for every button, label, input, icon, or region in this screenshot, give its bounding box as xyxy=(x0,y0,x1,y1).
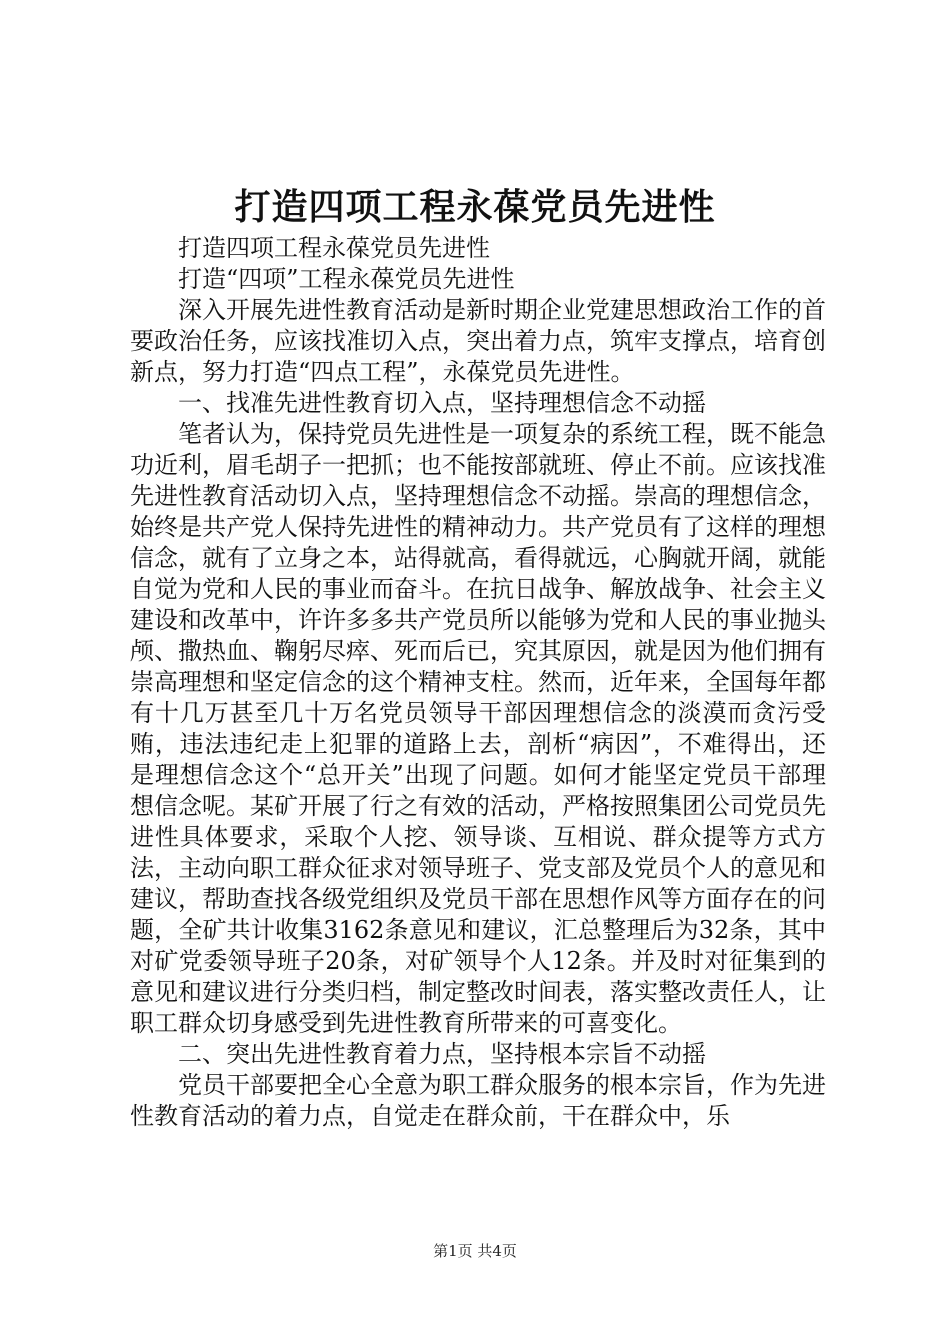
document-title: 打造四项工程永葆党员先进性 xyxy=(234,186,716,228)
section-heading-2: 二、突出先进性教育着力点，坚持根本宗旨不动摇 xyxy=(178,1040,706,1068)
paragraph-section-1: 笔者认为，保持党员先进性是一项复杂的系统工程，既不能急功近利，眉毛胡子一把抓；也不能按部就班、停止不前。应该找准先进性教育活动切入点，坚持理想信念不动摇。崇高的理想信念，始终是共产党人保持先进性的精神动力。共产党员有了这样的理想信念，就有了立身之本，站得就高，看得就远，心胸就开阔，就能自觉为党和人民的事业而奋斗。在抗日战争、解放战争、社会主义建设和改革中，许许多多共产党员所以能够为党和人民的事业抛头颅、撒热血、鞠躬尽瘁、死而后已，究其原因，就是因为他们拥有崇高理想和坚定信念的这个精神支柱。然而，近年来，全国每年都有十几万甚至几十万名党员领导干部因理想信念的淡漠而贪污受贿，违法违纪走上犯罪的道路上去，剖析“病因”，不难得出，还是理想信念这个“总开关”出现了问题。如何才能坚定党员干部理想信念呢。某矿开展了行之有效的活动，严格按照集团公司党员先进性具体要求，采取个人挖、领导谈、互相说、群众提等方式方法，主动向职工群众征求对领导班子、党支部及党员个人的意见和建议，帮助查找各级党组织及党员干部在思想作风等方面存在的问题，全矿共计收集3162条意见和建议，汇总整理后为32条，其中对矿党委领导班子20条，对矿领导个人12条。并及时对征集到的意见和建议进行分类归档，制定整改时间表，落实整改责任人，让职工群众切身感受到先进性教育所带来的可喜变化。 xyxy=(130,420,826,1037)
paragraph-section-2: 党员干部要把全心全意为职工群众服务的根本宗旨，作为先进性教育活动的着力点，自觉走在群众前，干在群众中，乐 xyxy=(130,1071,826,1130)
paragraph-intro: 深入开展先进性教育活动是新时期企业党建思想政治工作的首要政治任务，应该找准切入点，突出着力点，筑牢支撑点，培育创新点，努力打造“四点工程”，永葆党员先进性。 xyxy=(130,296,826,386)
page-footer: 第1页 共4页 xyxy=(433,1242,517,1260)
paragraph-subtitle-2: 打造“四项”工程永葆党员先进性 xyxy=(178,265,515,293)
paragraph-subtitle-1: 打造四项工程永葆党员先进性 xyxy=(178,234,490,262)
document-body xyxy=(130,233,826,1132)
section-heading-1: 一、找准先进性教育切入点，坚持理想信念不动摇 xyxy=(178,389,706,417)
